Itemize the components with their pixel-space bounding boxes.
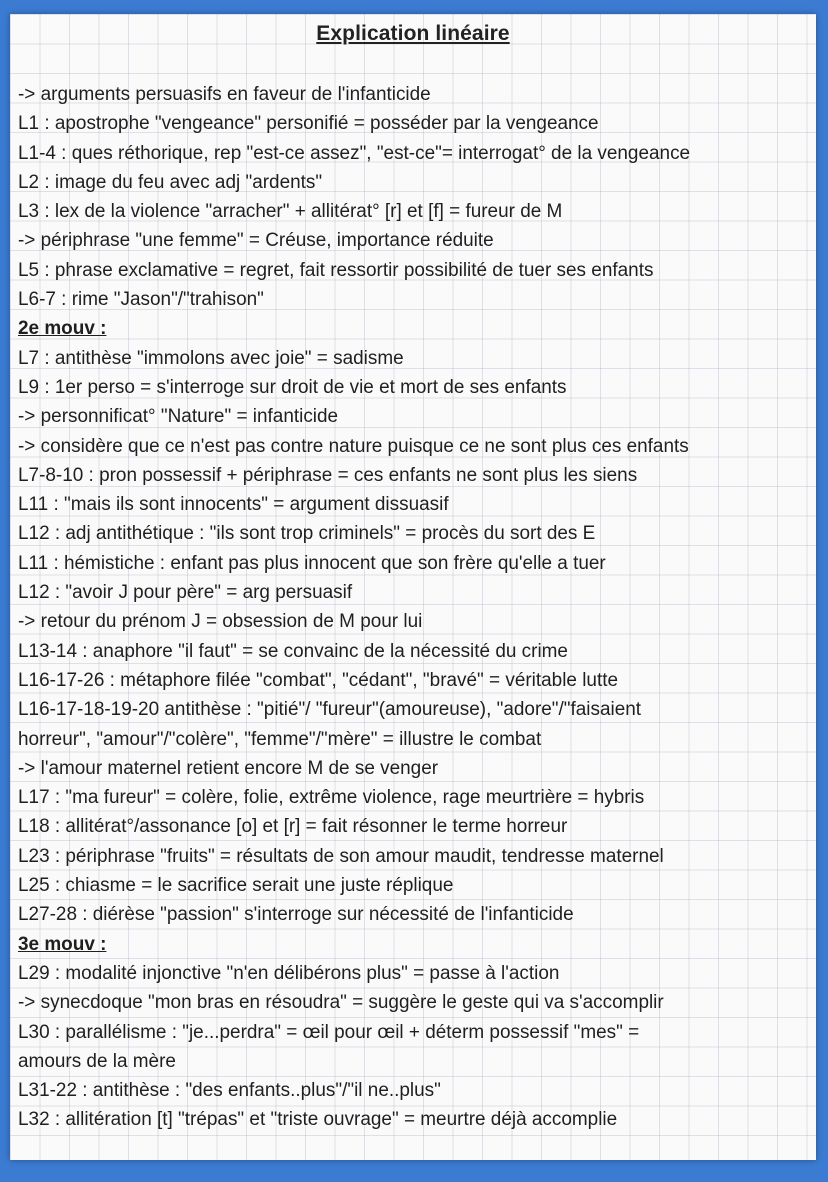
note-line: L17 : "ma fureur" = colère, folie, extrême violence, rage meurtrière = hybris xyxy=(18,787,645,809)
note-line: L18 : allitérat°/assonance [o] et [r] = fait résonner le terme horreur xyxy=(18,816,568,838)
note-line: L3 : lex de la violence "arracher" + allitérat° [r] et [f] = fureur de M xyxy=(18,201,563,223)
note-line: L2 : image du feu avec adj "ardents" xyxy=(18,171,323,193)
note-line: L30 : parallélisme : "je...perdra" = œil pour œil + déterm possessif "mes" = xyxy=(18,1021,640,1043)
note-line: -> périphrase "une femme" = Créuse, importance réduite xyxy=(18,230,494,252)
note-line: L25 : chiasme = le sacrifice serait une juste réplique xyxy=(18,875,454,897)
note-line: L12 : "avoir J pour père" = arg persuasif xyxy=(18,582,353,604)
notes-list xyxy=(18,80,812,1135)
note-line: L9 : 1er perso = s'interroge sur droit de vie et mort de ses enfants xyxy=(18,376,567,398)
section-heading: 3e mouv : xyxy=(18,933,107,955)
note-line: -> considère que ce n'est pas contre nature puisque ce ne sont plus ces enfants xyxy=(18,435,689,457)
note-line: L1 : apostrophe "vengeance" personifié = posséder par la vengeance xyxy=(18,113,599,135)
note-line: L13-14 : anaphore "il faut" = se convainc de la nécessité du crime xyxy=(18,640,568,662)
note-line: -> synecdoque "mon bras en résoudra" = suggère le geste qui va s'accomplir xyxy=(18,992,664,1014)
note-sheet xyxy=(10,14,816,1160)
note-line: L11 : hémistiche : enfant pas plus innocent que son frère qu'elle a tuer xyxy=(18,552,606,574)
note-line: L29 : modalité injonctive "n'en délibérons plus" = passe à l'action xyxy=(18,962,560,984)
note-line: L32 : allitération [t] "trépas" et "triste ouvrage" = meurtre déjà accomplie xyxy=(18,1109,618,1131)
page-title: Explication linéaire xyxy=(316,22,510,45)
note-line: L12 : adj antithétique : "ils sont trop criminels" = procès du sort des E xyxy=(18,523,596,545)
note-line: L23 : périphrase "fruits" = résultats de son amour maudit, tendresse maternel xyxy=(18,845,664,867)
note-line: L5 : phrase exclamative = regret, fait ressortir possibilité de tuer ses enfants xyxy=(18,259,654,281)
section-heading: 2e mouv : xyxy=(18,318,107,340)
note-line: -> personnificat° "Nature" = infanticide xyxy=(18,406,339,428)
note-line: L7 : antithèse "immolons avec joie" = sadisme xyxy=(18,347,404,369)
note-line: amours de la mère xyxy=(18,1050,176,1072)
note-line: L7-8-10 : pron possessif + périphrase = ces enfants ne sont plus les siens xyxy=(18,464,638,486)
note-line: -> l'amour maternel retient encore M de se venger xyxy=(18,757,439,779)
note-line: L16-17-18-19-20 antithèse : "pitié"/ "fureur"(amoureuse), "adore"/"faisaient xyxy=(18,699,642,721)
note-line: horreur", "amour"/"colère", "femme"/"mère" = illustre le combat xyxy=(18,728,542,750)
note-line: L11 : "mais ils sont innocents" = argument dissuasif xyxy=(18,494,449,516)
note-line: L27-28 : diérèse "passion" s'interroge sur nécessité de l'infanticide xyxy=(18,904,574,926)
note-line: -> retour du prénom J = obsession de M pour lui xyxy=(18,611,423,633)
note-line: -> arguments persuasifs en faveur de l'infanticide xyxy=(18,84,431,105)
note-line: L6-7 : rime "Jason"/"trahison" xyxy=(18,289,264,311)
note-line: L31-22 : antithèse : "des enfants..plus"/"il ne..plus" xyxy=(18,1080,441,1102)
note-line: L16-17-26 : métaphore filée "combat", "cédant", "bravé" = véritable lutte xyxy=(18,669,619,691)
note-line: L1-4 : ques réthorique, rep "est-ce assez", "est-ce"= interrogat° de la vengeance xyxy=(18,142,691,164)
